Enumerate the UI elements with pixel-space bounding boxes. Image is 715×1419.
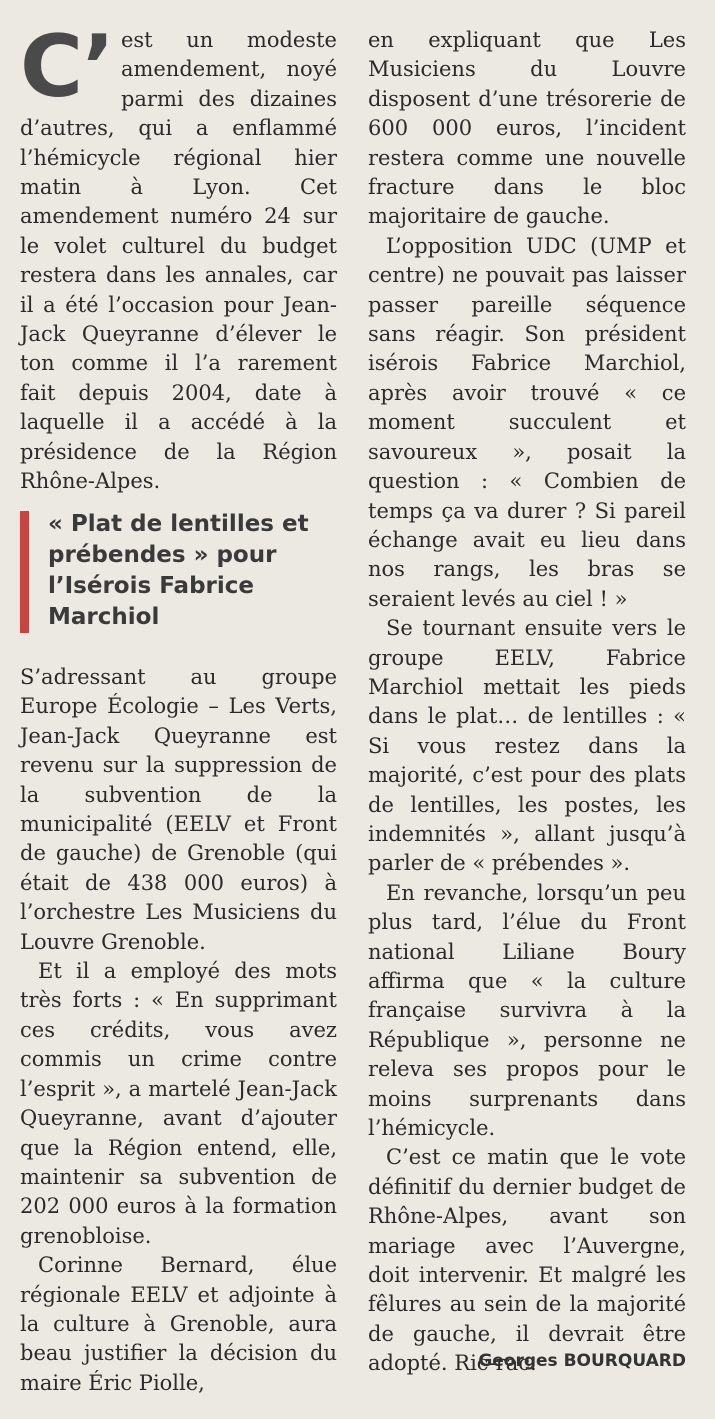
body-paragraph: Se tournant ensuite vers le groupe EELV, Fabrice Marchiol mettait les pieds dans le plat… de lentilles : « Si vous restez dans la majorité, c’est pour des plats de lentilles, les postes, les indemnités », allant jusqu’à parler de « prébendes ». <box>368 616 686 876</box>
body-paragraph: En revanche, lorsqu’un peu plus tard, l’élue du Front national Liliane Boury affirma que « la culture française survivra à la République », personne ne releva ses propos pour le moins surprenants dans l’hémicycle. <box>368 880 686 1141</box>
body-paragraph: Et il a employé des mots très forts : « En supprimant ces crédits, vous avez commis un crime contre l’esprit », a martelé Jean-Jack Queyranne, avant d’ajouter que la Région entend, elle, maintenir sa subvention de 202 000 euros à la formation grenobloise. <box>20 959 337 1248</box>
author-signature: Georges BOURQUARD <box>478 1351 686 1371</box>
body-paragraph: Corinne Bernard, élue régionale EELV et adjointe à la culture à Grenoble, aura beau justifier la décision du maire Éric Piolle, <box>20 1253 337 1395</box>
drop-cap: C’ <box>20 17 111 117</box>
body-paragraph: en expliquant que Les Musiciens du Louvre disposent d’une trésorerie de 600 000 euros, l’incident restera comme une nouvelle fracture dans le bloc majoritaire de gauche. <box>368 28 686 229</box>
body-paragraph: L’opposition UDC (UMP et centre) ne pouvait pas laisser passer pareille séquence sans réagir. Son président isérois Fabrice Marchiol, après avoir trouvé « ce moment succulent et savoureux », posait la question : « Combien de temps ça va durer ? Si pareil échange avait eu lieu dans nos rangs, les bras se seraient levés au ciel ! » <box>368 233 686 611</box>
left-column <box>20 17 337 1398</box>
body-paragraph: S’adressant au groupe Europe Écologie – Les Verts, Jean-Jack Queyranne est revenu sur la suppression de la subvention de la municipalité (EELV et Front de gauche) de Grenoble (qui était de 438 000 euros) à l’orchestre Les Musiciens du Louvre Grenoble. <box>20 665 337 954</box>
subheading <box>20 509 337 633</box>
intro-paragraph: est un modeste amendement, noyé parmi des dizaines d’autres, qui a enflammé l’hémicycle régional hier matin à Lyon. Cet amendement numéro 24 sur le volet culturel du budget restera dans les annales, car il a été l’occasion pour Jean-Jack Queyranne d’élever le ton comme il l’a rarement fait depuis 2004, date à laquelle il a accédé à la présidence de la Région Rhône-Alpes. <box>20 28 337 494</box>
body-paragraph: C’est ce matin que le vote définitif du dernier budget de Rhône-Alpes, avant son mariage avec l’Auvergne, doit intervenir. Et malgré les fêlures au sein de la majorité de gauche, il devrait être adopté. Ric-rac. <box>368 1145 686 1376</box>
subheading-text: « Plat de lentilles et prébendes » pour l’Isérois Fabrice Marchiol <box>48 511 309 630</box>
right-column <box>368 26 686 1379</box>
article-intro <box>20 17 337 494</box>
accent-bar <box>20 511 29 633</box>
